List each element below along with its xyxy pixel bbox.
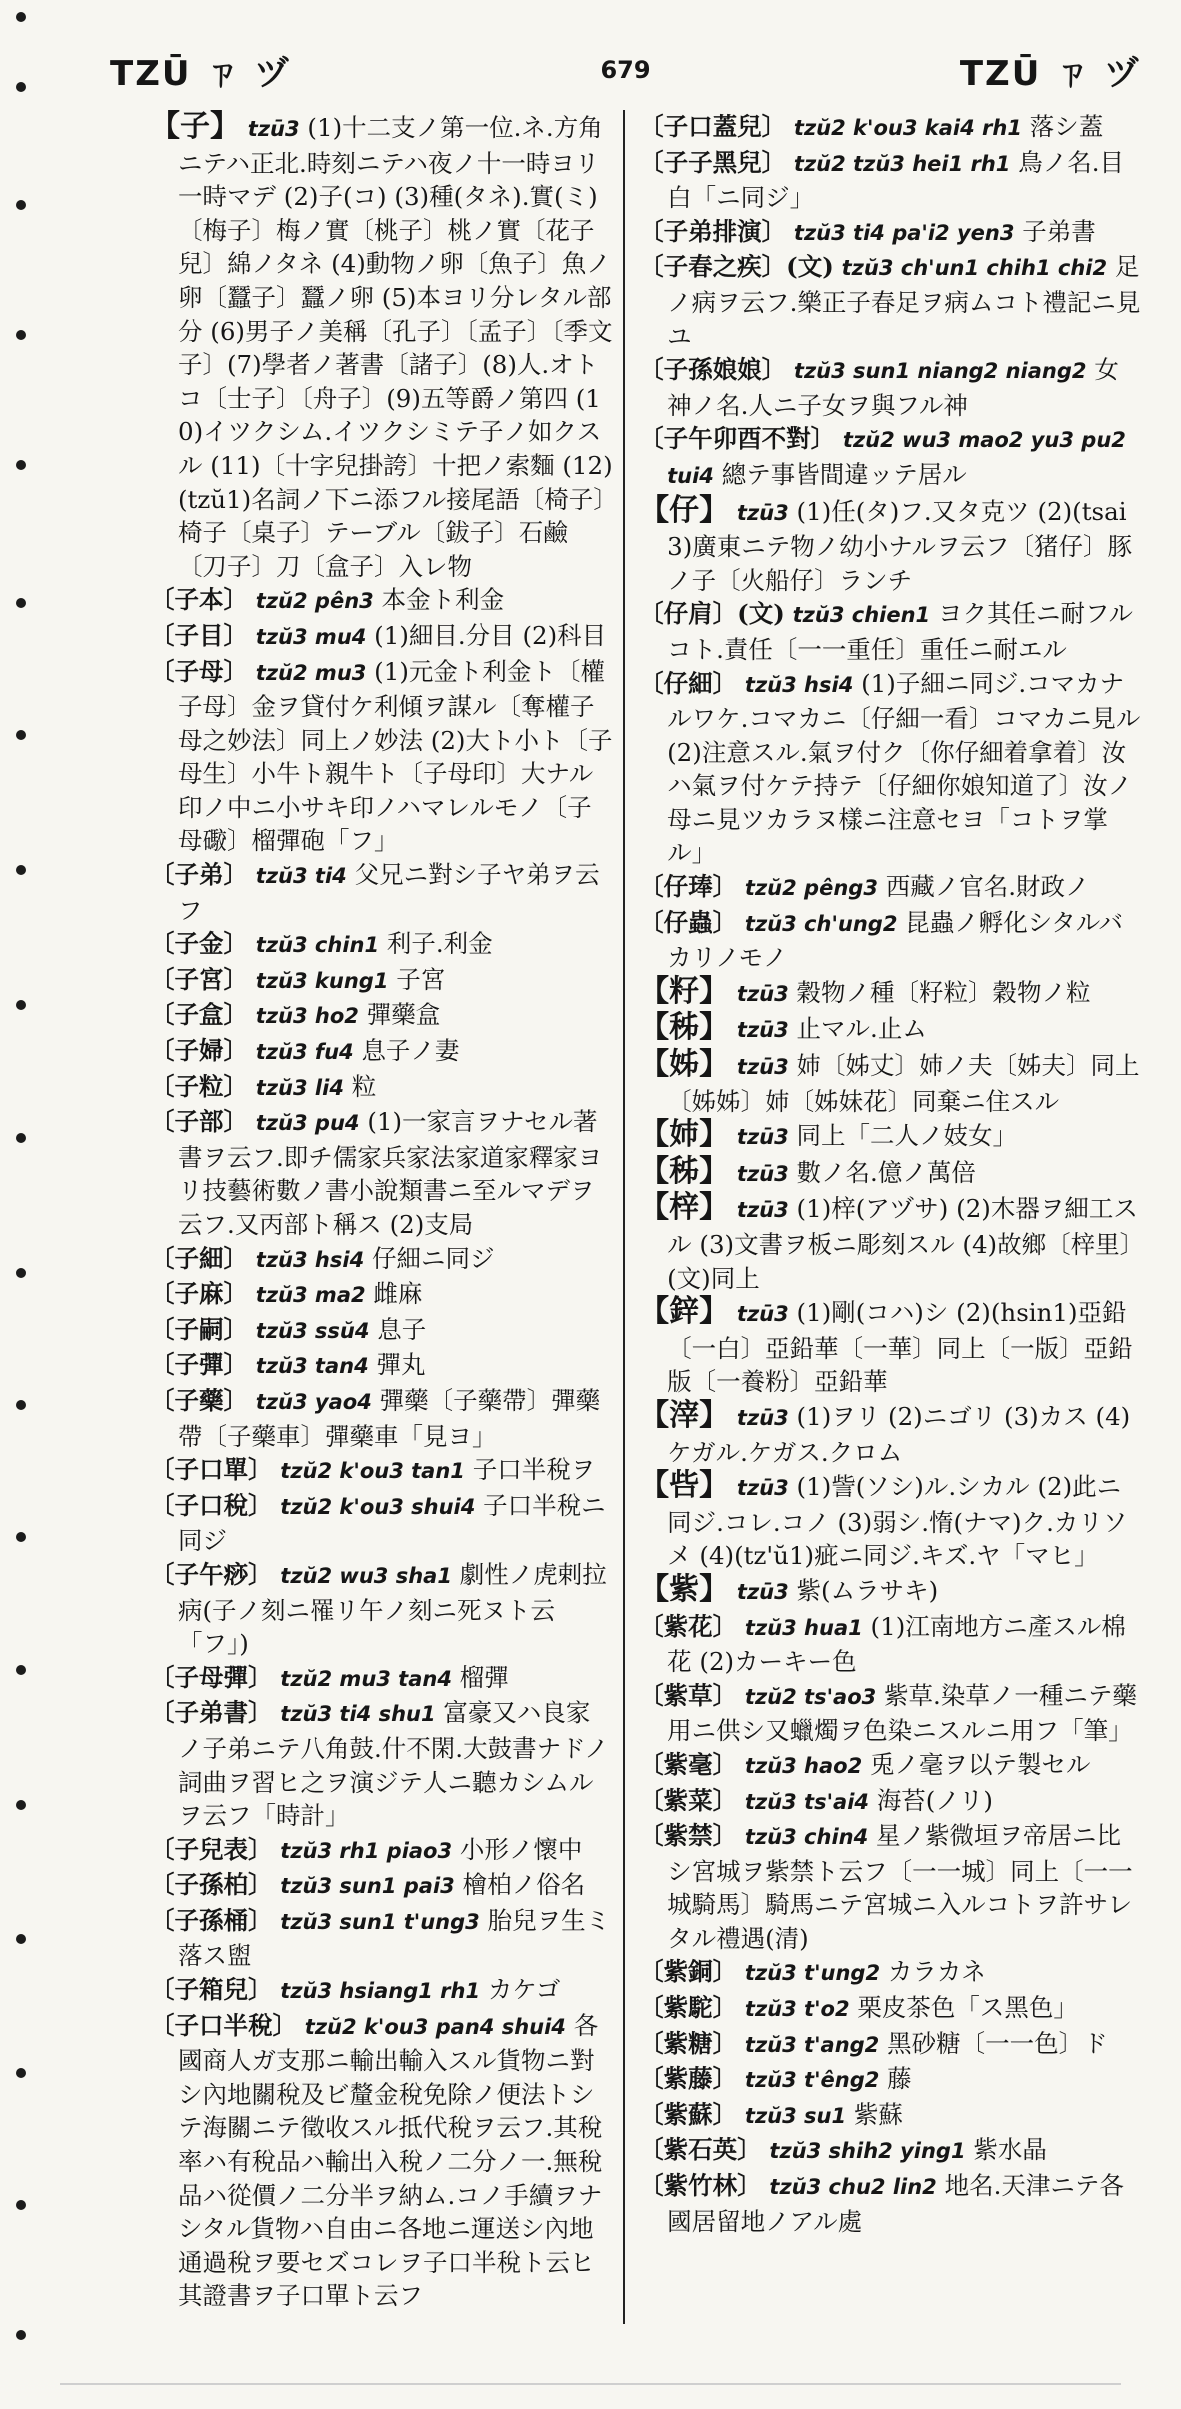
entry-romanization: tzŭ2 k'ou3 shui4 [280,1494,476,1519]
entry-definition: 子口半稅ヲ [472,1455,596,1485]
entry-romanization: tzŭ3 pu4 [255,1111,360,1136]
binding-hole [16,1934,26,1944]
entry-headword: 〔子彈〕 [150,1350,248,1380]
dictionary-entry [639,422,1143,493]
entry-definition: 西藏ノ官名.財政ノ [885,872,1090,902]
page-bottom-edge [60,2383,1121,2385]
entry-definition: 藤 [887,2064,912,2094]
left-column [150,110,623,2324]
dictionary-entry [150,1070,613,1106]
entry-headword: 〔紫銅〕 [639,1957,738,1987]
entry-definition: (1)江南地方ニ產スル棉花 (2)カーキー色 [667,1611,1126,1677]
entry-headword: 〔仔肩〕(文) [639,599,785,629]
entry-definition: (1)訾(ソシ)ル.シカル (2)此ニ同ジ.コレ.コノ (3)弱シ.惰(ナマ)ク.カリソメ (4)(tz'ŭ1)疵ニ同ジ.キズ.ヤ「マヒ」 [667,1472,1128,1571]
dictionary-entry [639,906,1143,975]
entry-headword: 〔紫駝〕 [639,1993,738,2023]
entry-definition: 星ノ紫微垣ヲ帝居ニ比シ宮城ヲ紫禁ト云フ〔一一城〕同上〔一一城騎馬〕騎馬ニテ宮城ニ入ルコトヲ許サレタル禮遇(清) [667,1821,1133,1953]
entry-definition: 彈丸 [376,1350,426,1380]
entry-romanization: tzŭ2 pêng3 [744,876,878,901]
entry-romanization: tzū3 [736,1476,789,1501]
entry-romanization: tzŭ2 mu3 [255,660,367,685]
entry-headword: 〔子盒〕 [150,1000,248,1030]
entry-headword: 〔紫毫〕 [639,1749,738,1779]
entry-definition: 穀物ノ種〔籽粒〕穀物ノ粒 [796,977,1091,1007]
entry-romanization: tzū3 [736,1018,789,1043]
entry-romanization: tzŭ3 ho2 [255,1004,359,1029]
entry-definition: 紫(ムラサキ) [796,1575,939,1605]
dictionary-entry [639,1573,1143,1610]
entry-definition: (1)細目.分目 (2)科目 [374,620,607,650]
entry-romanization: tzŭ3 ti4 pa'i2 yen3 [793,220,1015,245]
entry-definition: 紫草.染草ノ一種ニテ藥用ニ供シ又蠟燭ヲ色染ニスルニ用フ「筆」 [667,1680,1137,1746]
entry-definition: ヨク其任ニ耐フルコト.責任〔一一重任〕重任ニ耐エル [667,599,1133,664]
entry-headword: 〔紫藤〕 [639,2064,738,2094]
entry-definition: カラカネ [887,1957,986,1987]
dictionary-entry [639,1048,1143,1118]
binding-hole [16,1268,26,1278]
entry-definition: 昆蟲ノ孵化シタルバカリノモノ [667,907,1124,973]
dictionary-entry [639,1155,1143,1192]
entry-definition: 同上「二人ノ妓女」 [796,1121,1018,1151]
dictionary-entry [150,1453,613,1489]
entry-headword: 〔子孫桶〕 [150,1905,273,1935]
entry-definition: 小形ノ懷中 [459,1834,583,1864]
entry-headword: 〔子子黑兒〕 [639,147,787,177]
dictionary-entry [639,353,1143,422]
entry-headword: 〔子婦〕 [150,1036,248,1066]
entry-romanization: tzŭ3 t'o2 [744,1997,850,2022]
entry-headword: 〔子孫柏〕 [150,1870,273,1900]
entry-romanization: tzŭ3 sun1 t'ung3 [280,1909,480,1934]
binding-hole [16,2330,26,2340]
entry-headword: 〔紫禁〕 [639,1821,738,1851]
entry-romanization: tzū3 [736,1302,789,1327]
entry-romanization: tzŭ2 tzŭ3 hei1 rh1 [793,151,1011,176]
dictionary-entry [150,1558,613,1661]
entry-definition: 栗皮茶色「ス黑色」 [857,1993,1078,2023]
entry-headword: 〔子口單〕 [150,1455,273,1485]
dictionary-entry [150,619,613,655]
entry-definition: (1)剛(コハ)シ (2)(hsin1)亞鉛〔一白〕亞鉛華〔一華〕同上〔一版〕亞鉛版〔一養粉〕亞鉛華 [667,1298,1133,1397]
entry-romanization: tzŭ3 hsi4 [744,672,854,697]
dictionary-entry [639,1469,1143,1573]
dictionary-entry [639,1784,1143,1820]
entry-definition: 子弟書 [1022,216,1096,246]
dictionary-entry [150,1242,613,1278]
entry-headword: 〔紫石英〕 [639,2135,762,2165]
entry-definition: 彈藥〔子藥帶〕彈藥帶〔子藥車〕彈藥車「見ヨ」 [178,1385,601,1451]
entry-romanization: tzŭ3 hao2 [744,1753,863,1778]
entry-headword: 〔子兒表〕 [150,1834,273,1864]
dictionary-entry [639,2027,1143,2063]
entry-romanization: tzŭ3 chin4 [744,1825,869,1850]
entry-headword: 【子】 [150,110,240,144]
entry-definition: 粒 [351,1071,377,1101]
entry-romanization: tzŭ3 sun1 niang2 niang2 [793,359,1087,384]
dictionary-entry [639,1118,1143,1155]
entry-headword: 〔紫花〕 [639,1611,738,1641]
binding-hole [16,1400,26,1410]
entry-headword: 〔子細〕 [150,1243,248,1273]
dictionary-entry [639,1955,1143,1991]
dictionary-entry [150,110,613,583]
entry-headword: 〔子金〕 [150,929,248,959]
entry-definition: 紫蘇 [853,2099,903,2129]
entry-definition: 檜柏ノ俗名 [462,1870,586,1900]
entry-romanization: tzŭ3 ch'ung2 [744,911,898,936]
entry-definition: 雌麻 [373,1279,423,1309]
right-column [625,110,1143,2324]
entry-romanization: tzŭ3 li4 [255,1075,344,1100]
entry-romanization: tzŭ3 tan4 [255,1354,369,1379]
entry-definition: (1)元金ト利金ト〔權子母〕金ヲ貸付ケ利傾ヲ謀ル〔奪權子母之妙法〕同上ノ妙法 (2)大ト小ト〔子母生〕小牛ト親牛ト〔子母印〕大ナル印ノ中ニ小サキ印ノハマレルモノ〔子母礮〕榴彈砲「フ」 [178,656,613,856]
dictionary-entry [150,2009,613,2313]
binding-hole [16,1800,26,1810]
dictionary-entry [150,1661,613,1697]
dictionary-entry [150,998,613,1034]
entry-headword: 【鋅】 [639,1294,730,1330]
binding-hole [16,598,26,608]
dictionary-entry [639,2098,1143,2134]
entry-headword: 〔子午卯酉不對〕 [639,424,836,454]
dictionary-entry [150,1277,613,1313]
entry-definition: 紫水晶 [973,2135,1047,2165]
entry-headword: 〔仔蟲〕 [639,907,738,937]
entry-romanization: tzŭ2 pên3 [255,589,374,614]
dictionary-entry [150,963,613,999]
entry-romanization: tzū3 [736,1161,789,1186]
entry-definition: 女神ノ名.人ニ子女ヲ與フル神 [667,355,1119,420]
binding-hole [16,730,26,740]
entry-headword: 〔子孫娘娘〕 [639,355,787,385]
entry-definition: 本金ト利金 [381,585,505,615]
entry-definition: 足ノ病ヲ云フ.樂正子春足ヲ病ムコト禮記ニ見ユ [667,252,1141,351]
entry-definition: 數ノ名.億ノ萬倍 [796,1157,976,1187]
entry-headword: 〔子弟書〕 [150,1698,273,1728]
binding-hole [16,82,26,92]
entry-headword: 【姉】 [639,1117,730,1153]
entry-romanization: tzŭ2 k'ou3 tan1 [280,1459,465,1484]
entry-headword: 【仔】 [639,492,730,528]
entry-definition: 兎ノ毫ヲ以テ製セル [870,1749,1091,1779]
entry-headword: 【紫】 [639,1571,730,1607]
entry-definition: 息子ノ妻 [361,1036,460,1066]
entry-headword: 〔子午痧〕 [150,1559,273,1589]
entry-romanization: tzū3 [736,1055,789,1080]
dictionary-entry [639,250,1143,353]
entry-headword: 〔子目〕 [150,620,248,650]
entry-romanization: tzŭ3 ch'un1 chih1 chi2 [841,256,1108,281]
entry-romanization: tzŭ3 ssŭ4 [255,1318,370,1343]
entry-romanization: tzū3 [736,981,789,1006]
entry-romanization: tzŭ3 ti4 [255,864,347,889]
dictionary-entry [150,1105,613,1241]
entry-romanization: tzŭ3 rh1 piao3 [280,1838,453,1863]
entry-definition: (1)梓(アヅサ) (2)木器ヲ細工スル (3)文書ヲ板ニ彫刻スル (4)故鄉〔梓里〕(文)同上 [667,1194,1138,1293]
entry-columns [150,110,1143,2324]
entry-headword: 〔仔細〕 [639,668,738,698]
dictionary-entry [639,1819,1143,1955]
entry-headword: 〔子嗣〕 [150,1314,248,1344]
entry-definition: 利子.利金 [386,929,493,959]
dictionary-entry [150,583,613,619]
entry-definition: (1)任(タ)フ.又タ克ツ (2)(tsai3)廣東ニテ物ノ幼小ナルヲ云フ〔猪仔〕豚ノ子〔火船仔〕ランチ [667,496,1133,595]
entry-definition: 子口半稅ニ同ジ [178,1490,606,1556]
dictionary-entry [639,494,1143,598]
entry-headword: 〔仔琫〕 [639,872,738,902]
entry-romanization: tzū3 [736,1125,789,1150]
dictionary-entry [639,1610,1143,1679]
entry-headword: 〔子弟排演〕 [639,216,787,246]
entry-romanization: tzŭ3 chin1 [255,933,380,958]
dictionary-entry [639,1295,1143,1399]
entry-definition: (1)ヲリ (2)ニゴリ (3)カス (4)ケガル.ケガス.クロム [667,1401,1131,1467]
entry-romanization: tzŭ3 ts'ai4 [744,1789,870,1814]
entry-romanization: tzŭ3 su1 [744,2103,847,2128]
entry-headword: 〔子母〕 [150,656,248,686]
binding-hole [16,1665,26,1675]
entry-romanization: tzŭ3 chien1 [792,603,931,628]
entry-romanization: tzŭ3 t'ang2 [744,2032,880,2057]
entry-romanization: tzŭ3 chu2 lin2 [769,2175,937,2200]
entry-romanization: tzŭ2 ts'ao3 [744,1684,877,1709]
entry-headword: 【秭】 [639,1010,730,1046]
entry-definition: カケゴ [487,1975,561,2005]
entry-romanization: tzŭ2 k'ou3 pan4 shui4 [304,2014,566,2039]
dictionary-entry [150,655,613,859]
dictionary-entry [150,1973,613,2009]
binding-hole [16,330,26,340]
dictionary-entry [639,1191,1143,1295]
dictionary-entry [639,2169,1143,2238]
entry-romanization: tzū3 [736,1405,789,1430]
entry-headword: 〔紫竹林〕 [639,2171,762,2201]
entry-romanization: tzū3 [736,1579,789,1604]
entry-headword: 〔子部〕 [150,1107,248,1137]
dictionary-entry [639,1679,1143,1748]
binding-hole [16,12,26,22]
entry-definition: 地名.天津ニテ各國居留地ノアル處 [667,2171,1124,2236]
dictionary-entry [639,1748,1143,1784]
entry-definition: 父兄ニ對シ子ヤ弟ヲ云フ [178,860,600,925]
dictionary-entry [150,1696,613,1832]
binding-hole [16,200,26,210]
entry-romanization: tzŭ2 k'ou3 kai4 rh1 [793,116,1022,140]
dictionary-entry [150,1904,613,1973]
entry-romanization: tzŭ3 hsi4 [255,1247,365,1272]
dictionary-entry [639,2062,1143,2098]
entry-headword: 〔子宮〕 [150,964,248,994]
entry-romanization: tzŭ3 ma2 [255,1283,366,1308]
entry-definition: (1)十二支ノ第一位.ネ.方角ニテハ正北.時刻ニテハ夜ノ十一時ヨリ一時マデ (2)子(コ) (3)種(タネ).實(ミ)〔梅子〕梅ノ實〔桃子〕桃ノ實〔花子兒〕綿ノタネ (4)動物ノ卵〔魚子〕魚ノ卵〔蠶子〕蠶ノ卵 (5)本ヨリ分レタル部分 (6)男子ノ美稱〔孔子〕〔孟子〕〔季文子〕(7)學者ノ著書〔諸子〕(8)人.オトコ〔士子〕〔舟子〕(9)五等爵ノ第四 (10)イツクシム.イツクシミテ子ノ如クスル (11)〔十字兒掛誇〕十把ノ索麵 (12)(tzŭ1)名詞ノ下ニ添フル接尾語〔椅子〕椅子〔桌子〕テーブル〔鈸子〕石鹼〔刀子〕刀〔盒子〕入レ物 [178,113,613,581]
entry-romanization: tzŭ3 hsiang1 rh1 [280,1979,481,2004]
binding-hole [16,2200,26,2210]
binding-hole [16,1000,26,1010]
entry-romanization: tzŭ3 fu4 [255,1040,354,1065]
entry-headword: 〔紫菜〕 [639,1785,738,1815]
entry-romanization: tzŭ2 wu3 sha1 [280,1563,452,1588]
dictionary-entry [639,110,1143,146]
entry-headword: 〔子口稅〕 [150,1490,273,1520]
entry-headword: 【秭】 [639,1153,730,1189]
entry-romanization: tzŭ3 kung1 [255,968,389,993]
entry-romanization: tzŭ2 mu3 tan4 [280,1666,452,1691]
entry-definition: 止マル.止ム [796,1014,927,1044]
entry-headword: 〔子口半稅〕 [150,2010,297,2040]
running-head-left: TZŪ ㄗ ヅ [110,53,292,94]
entry-headword: 〔子藥〕 [150,1385,248,1415]
entry-definition: 彈藥盒 [366,1000,441,1030]
entry-definition: (1)子細ニ同ジ.コマカナルワケ.コマカニ〔仔細一看〕コマカニ見ル (2)注意スル.氣ヲ付ク〔你仔細着拿着〕汝ハ氣ヲ付ケテ持テ〔仔細你娘知道了〕汝ノ母ニ見ツカラヌ樣ニ注意セヨ「コトヲ掌ル」 [667,668,1141,868]
entry-definition: 仔細ニ同ジ [372,1243,495,1273]
dictionary-entry [150,1384,613,1453]
entry-romanization: tzŭ3 t'ung2 [744,1961,881,1986]
dictionary-entry [150,1313,613,1349]
dictionary-entry [639,597,1143,666]
entry-romanization: tzŭ3 sun1 pai3 [280,1874,455,1899]
entry-romanization: tzū3 [736,500,789,525]
entry-romanization: tzŭ3 hua1 [744,1615,863,1640]
dictionary-entry [150,927,613,963]
binding-hole [16,1532,26,1542]
entry-definition: 落シ蓋 [1029,112,1104,141]
dictionary-entry [639,870,1143,906]
entry-headword: 〔子本〕 [150,585,248,615]
entry-definition: 榴彈 [459,1662,509,1692]
entry-headword: 〔子麻〕 [150,1279,248,1309]
entry-headword: 〔子粒〕 [150,1071,248,1101]
entry-romanization: tzŭ3 t'êng2 [744,2068,880,2093]
dictionary-entry [150,858,613,927]
dictionary-entry [639,975,1143,1012]
entry-headword: 〔紫蘇〕 [639,2099,738,2129]
entry-definition: 各國商人ガ支那ニ輸出輸入スル貨物ニ對シ內地關稅及ビ釐金稅免除ノ便法トシテ海關ニテ徵收スル抵代稅ヲ云フ.其稅率ハ有稅品ハ輸出入稅ノ二分ノ一.無稅品ハ從價ノ二分半ヲ納ム.コノ手續ヲナシタル貨物ハ自由ニ各地ニ運送シ內地通過稅ヲ要セズコレヲ子口半稅ト云ヒ其證書ヲ子口單ト云フ [178,2010,603,2311]
entry-romanization: tzŭ3 yao4 [255,1389,372,1414]
dictionary-entry [150,1489,613,1558]
entry-headword: 【籽】 [639,973,730,1009]
binding-hole [16,2068,26,2078]
dictionary-entry [150,1034,613,1070]
entry-definition: 富豪又ハ良家ノ子弟ニテ八角鼓.什不閑.大鼓書ナドノ詞曲ヲ習ヒ之ヲ演ジテ人ニ聽カシムルヲ云フ「時計」 [178,1698,609,1831]
dictionary-entry [639,1011,1143,1048]
entry-romanization: tzŭ3 ti4 shu1 [280,1702,436,1727]
entry-headword: 〔子弟〕 [150,860,248,890]
running-head-right: TZŪ ㄗ ヅ [959,53,1141,94]
entry-headword: 【呰】 [639,1468,730,1504]
entry-headword: 【姊】 [639,1047,730,1083]
entry-definition: 總テ事皆間違ッテ居ル [721,459,967,489]
entry-definition: (1)一家言ヲナセル著書ヲ云フ.即チ儒家兵家法家道家釋家ヨリ技藝術數ノ書小說類書ニ至ルマデヲ云フ.又丙部ト稱ス (2)支局 [178,1107,603,1239]
entry-romanization: tzū3 [736,1198,789,1223]
entry-definition: 息子 [377,1314,427,1344]
entry-headword: 【梓】 [639,1190,730,1226]
binding-hole [16,865,26,875]
dictionary-entry [639,215,1143,251]
entry-romanization: tzŭ3 mu4 [255,624,367,649]
entry-definition: 胎兒ヲ生ミ落ス盥 [178,1905,611,1971]
entry-definition: 劇性ノ虎剌拉病(子ノ刻ニ罹リ午ノ刻ニ死ヌト云「フ」) [178,1559,607,1659]
dictionary-entry [639,2133,1143,2169]
dictionary-entry [639,1399,1143,1469]
dictionary-entry [150,1868,613,1904]
binding-hole [16,1133,26,1143]
entry-headword: 〔子口蓋兒〕 [639,112,787,141]
entry-definition: 姉〔姊丈〕姉ノ夫〔姊夫〕同上〔姊姊〕姉〔姊妹花〕同棄ニ住スル [667,1051,1140,1116]
entry-definition: 鳥ノ名.目白「ニ同ジ」 [667,147,1125,213]
binding-hole [16,460,26,470]
entry-headword: 〔紫草〕 [639,1680,738,1710]
page-header [110,40,1141,100]
entry-headword: 【滓】 [639,1397,730,1433]
dictionary-entry [639,146,1143,215]
entry-headword: 〔紫糖〕 [639,2028,738,2058]
entry-headword: 〔子母彈〕 [150,1662,273,1692]
entry-headword: 〔子春之疾〕(文) [639,252,834,282]
dictionary-entry [150,1833,613,1869]
page-number: 679 [600,56,651,84]
entry-headword: 〔子箱兒〕 [150,1975,273,2005]
entry-romanization: tzŭ3 shih2 ying1 [769,2139,966,2164]
dictionary-entry [639,1991,1143,2027]
dictionary-entry [150,1348,613,1384]
entry-romanization: tzū3 [247,117,300,141]
entry-definition: 子宮 [396,964,446,994]
entry-definition: 海苔(ノリ) [876,1785,993,1815]
entry-romanization: tzŭ2 wu3 mao2 yu3 pu2 tui4 [667,428,1126,488]
entry-definition: 黑砂糖〔一一色〕ド [887,2028,1108,2058]
dictionary-entry [639,667,1143,871]
